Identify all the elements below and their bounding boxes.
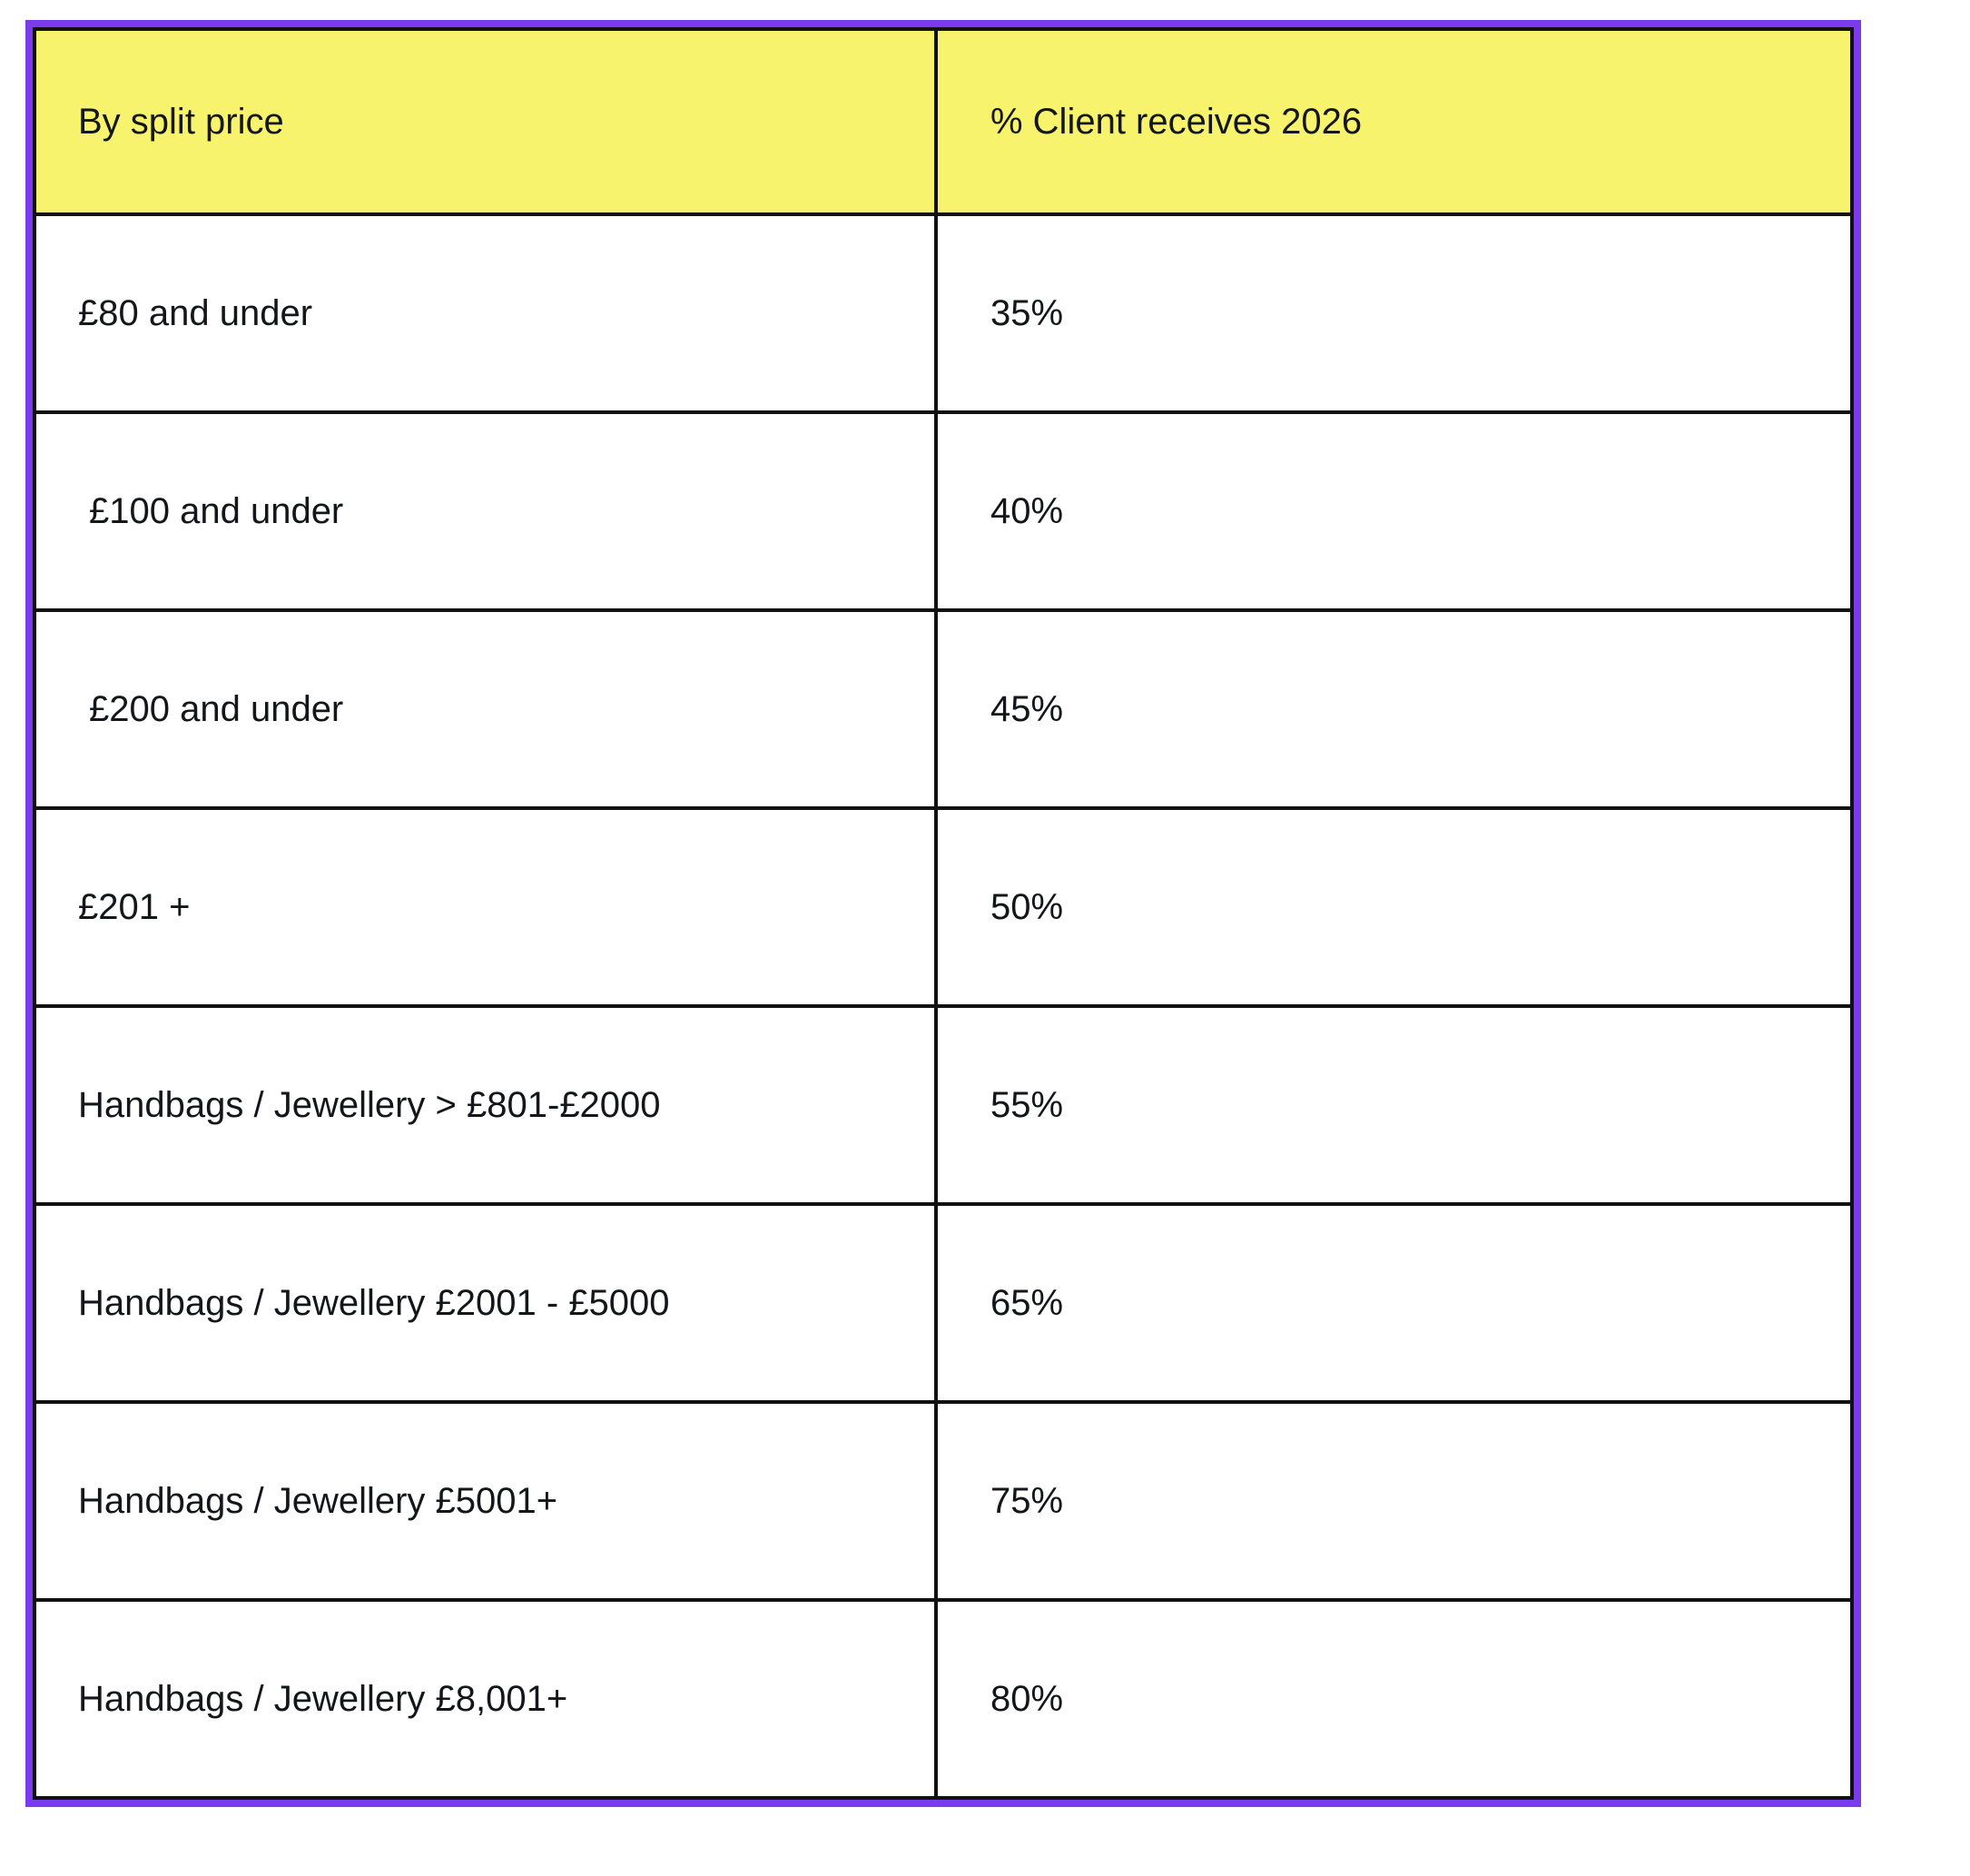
table-row <box>34 610 1852 808</box>
table-row <box>34 1600 1852 1798</box>
pricing-table <box>33 27 1854 1800</box>
table-body <box>34 214 1852 1798</box>
table-row <box>34 808 1852 1006</box>
cell-split-price: £80 and under <box>34 214 936 412</box>
table-row <box>34 1006 1852 1204</box>
table-row <box>34 1204 1852 1402</box>
cell-client-receives: 45% <box>936 610 1852 808</box>
cell-split-price: £100 and under <box>34 412 936 610</box>
cell-split-price: Handbags / Jewellery £8,001+ <box>34 1600 936 1798</box>
cell-client-receives: 50% <box>936 808 1852 1006</box>
table-row <box>34 412 1852 610</box>
table-row <box>34 214 1852 412</box>
column-header-client-receives: % Client receives 2026 <box>936 29 1852 214</box>
cell-client-receives: 65% <box>936 1204 1852 1402</box>
table-header <box>34 29 1852 214</box>
cell-split-price: £200 and under <box>34 610 936 808</box>
column-header-split-price: By split price <box>34 29 936 214</box>
cell-client-receives: 40% <box>936 412 1852 610</box>
cell-split-price: Handbags / Jewellery £2001 - £5000 <box>34 1204 936 1402</box>
pricing-table-container <box>25 20 1861 1807</box>
cell-client-receives: 80% <box>936 1600 1852 1798</box>
table-row <box>34 1402 1852 1600</box>
cell-split-price: £201 + <box>34 808 936 1006</box>
cell-client-receives: 55% <box>936 1006 1852 1204</box>
table-header-row <box>34 29 1852 214</box>
cell-client-receives: 75% <box>936 1402 1852 1600</box>
cell-client-receives: 35% <box>936 214 1852 412</box>
cell-split-price: Handbags / Jewellery £5001+ <box>34 1402 936 1600</box>
cell-split-price: Handbags / Jewellery > £801-£2000 <box>34 1006 936 1204</box>
